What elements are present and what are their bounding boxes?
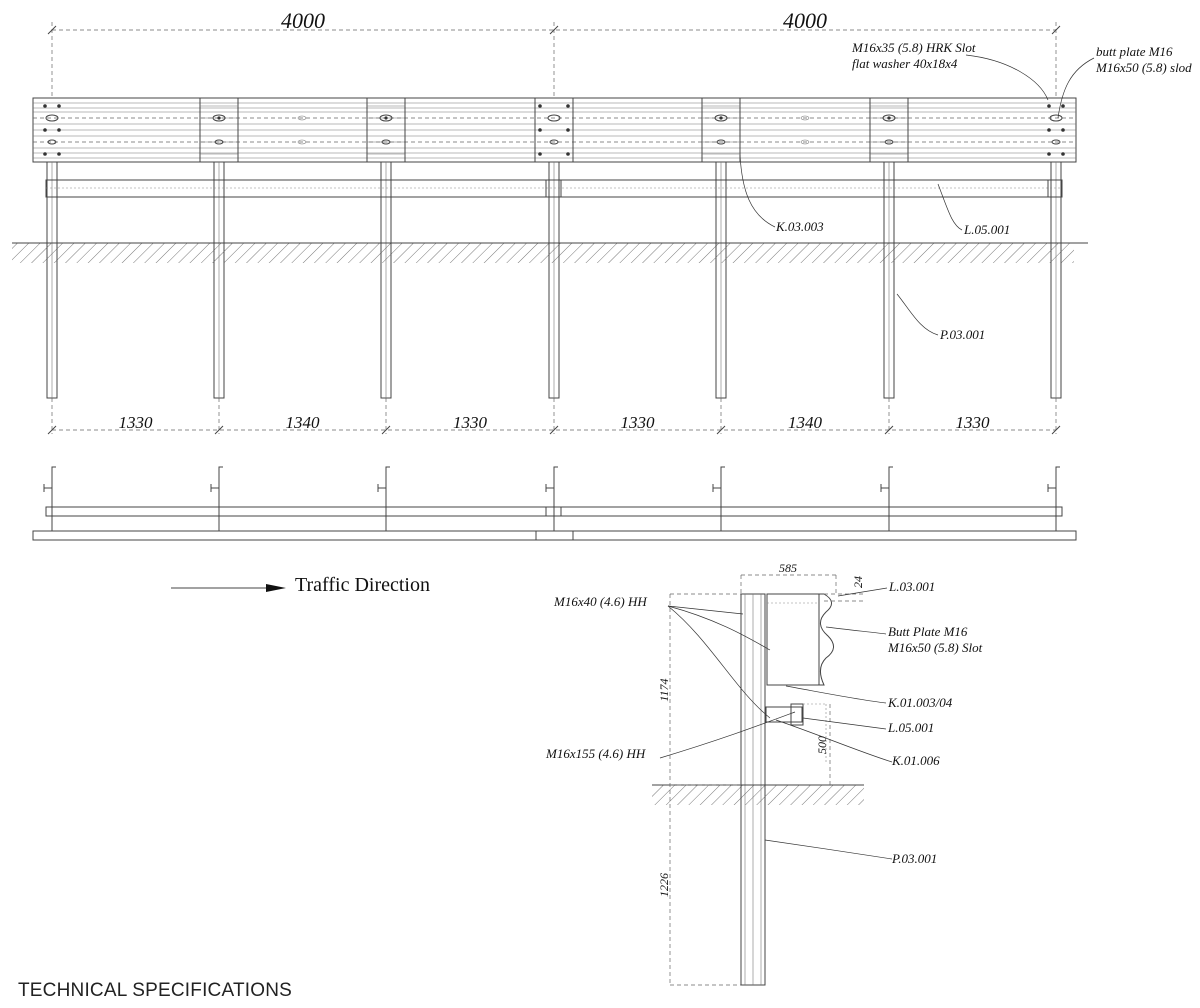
label-bolt-hh155: M16x155 (4.6) HH bbox=[546, 746, 646, 761]
dim-585: 585 bbox=[779, 561, 797, 575]
label-butt-plate-section: Butt Plate M16 bbox=[888, 624, 968, 639]
bolt-head bbox=[887, 116, 890, 119]
label-butt-bolt-section: M16x50 (5.8) Slot bbox=[888, 640, 983, 655]
splice-bolt bbox=[1047, 152, 1051, 156]
label-washer: flat washer 40x18x4 bbox=[852, 56, 958, 71]
splice-bolt bbox=[1061, 152, 1065, 156]
plan-post bbox=[386, 467, 390, 531]
plan-post bbox=[889, 467, 893, 531]
bolt-head bbox=[384, 116, 387, 119]
splice-bolt bbox=[57, 152, 61, 156]
splice-bolt bbox=[538, 152, 542, 156]
label-bolt-slod: M16x50 (5.8) slod bbox=[1096, 60, 1192, 75]
bolt-head bbox=[719, 116, 722, 119]
bolt-head bbox=[217, 116, 220, 119]
plan-post-flange bbox=[546, 484, 554, 492]
splice-bolt bbox=[1061, 104, 1065, 108]
splice-bolt bbox=[566, 104, 570, 108]
splice-bolt bbox=[43, 104, 47, 108]
splice-bolt bbox=[57, 128, 61, 132]
label-rail-l05001-top: L.05.001 bbox=[964, 222, 1011, 237]
splice-bolt bbox=[43, 128, 47, 132]
traffic-arrow bbox=[171, 584, 286, 592]
dimension-4000-right: 4000 bbox=[783, 8, 827, 33]
label-rail-l05001-section: L.05.001 bbox=[888, 720, 935, 735]
post-spacing-label: 1330 bbox=[453, 413, 487, 432]
splice-bolt bbox=[1047, 128, 1051, 132]
label-butt-plate-top: butt plate M16 bbox=[1096, 44, 1173, 59]
dim-1174: 1174 bbox=[657, 678, 671, 702]
label-beam-l03001: L.03.001 bbox=[889, 579, 936, 594]
splice-bolt bbox=[566, 128, 570, 132]
label-bolt-slot: M16x35 (5.8) HRK Slot bbox=[852, 40, 976, 55]
post-spacing-label: 1340 bbox=[788, 413, 822, 432]
plan-post bbox=[219, 467, 223, 531]
label-bracket-k01006: K.01.006 bbox=[892, 753, 940, 768]
label-spacer-k03003: K.03.003 bbox=[776, 219, 824, 234]
dim-1226: 1226 bbox=[657, 873, 671, 897]
splice-bolt bbox=[566, 152, 570, 156]
splice-bolt bbox=[43, 152, 47, 156]
plan-post-flange bbox=[881, 484, 889, 492]
traffic-direction-label: Traffic Direction bbox=[295, 574, 430, 596]
plan-view bbox=[33, 467, 1076, 540]
plan-post-flange bbox=[44, 484, 52, 492]
ground-elevation bbox=[12, 243, 1088, 263]
dim-500: 500 bbox=[815, 736, 829, 754]
plan-post bbox=[52, 467, 56, 531]
section-leaders bbox=[660, 588, 892, 859]
label-bolt-hh40: M16x40 (4.6) HH bbox=[554, 594, 647, 609]
plan-post-flange bbox=[1048, 484, 1056, 492]
splice-bolt bbox=[1061, 128, 1065, 132]
post-spacing-label: 1330 bbox=[955, 413, 990, 432]
post-spacing-dimensions bbox=[48, 398, 1060, 434]
splice-bolt bbox=[538, 104, 542, 108]
plan-post bbox=[721, 467, 725, 531]
post-spacing-label: 1340 bbox=[285, 413, 320, 432]
splice-bolt bbox=[1047, 104, 1051, 108]
plan-post bbox=[1056, 467, 1060, 531]
splice-bolt bbox=[538, 128, 542, 132]
label-spacer-k01003: K.01.003/04 bbox=[888, 695, 953, 710]
dimension-4000-left: 4000 bbox=[281, 8, 325, 33]
footer-title: TECHNICAL SPECIFICATIONS bbox=[18, 980, 293, 1001]
plan-post-flange bbox=[378, 484, 386, 492]
w-beam-elevation bbox=[33, 98, 1076, 162]
splice-bolt bbox=[57, 104, 61, 108]
plan-post-flange bbox=[713, 484, 721, 492]
elevation-leaders bbox=[740, 55, 1094, 335]
post-spacing-label: 1330 bbox=[620, 413, 655, 432]
label-post-p03001-top: P.03.001 bbox=[940, 327, 986, 342]
label-post-p03001-section: P.03.001 bbox=[892, 851, 938, 866]
plan-post-flange bbox=[211, 484, 219, 492]
plan-post bbox=[554, 467, 558, 531]
cross-section bbox=[652, 575, 864, 985]
post-spacing-label: 1330 bbox=[118, 413, 153, 432]
dim-24: 24 bbox=[851, 576, 865, 588]
